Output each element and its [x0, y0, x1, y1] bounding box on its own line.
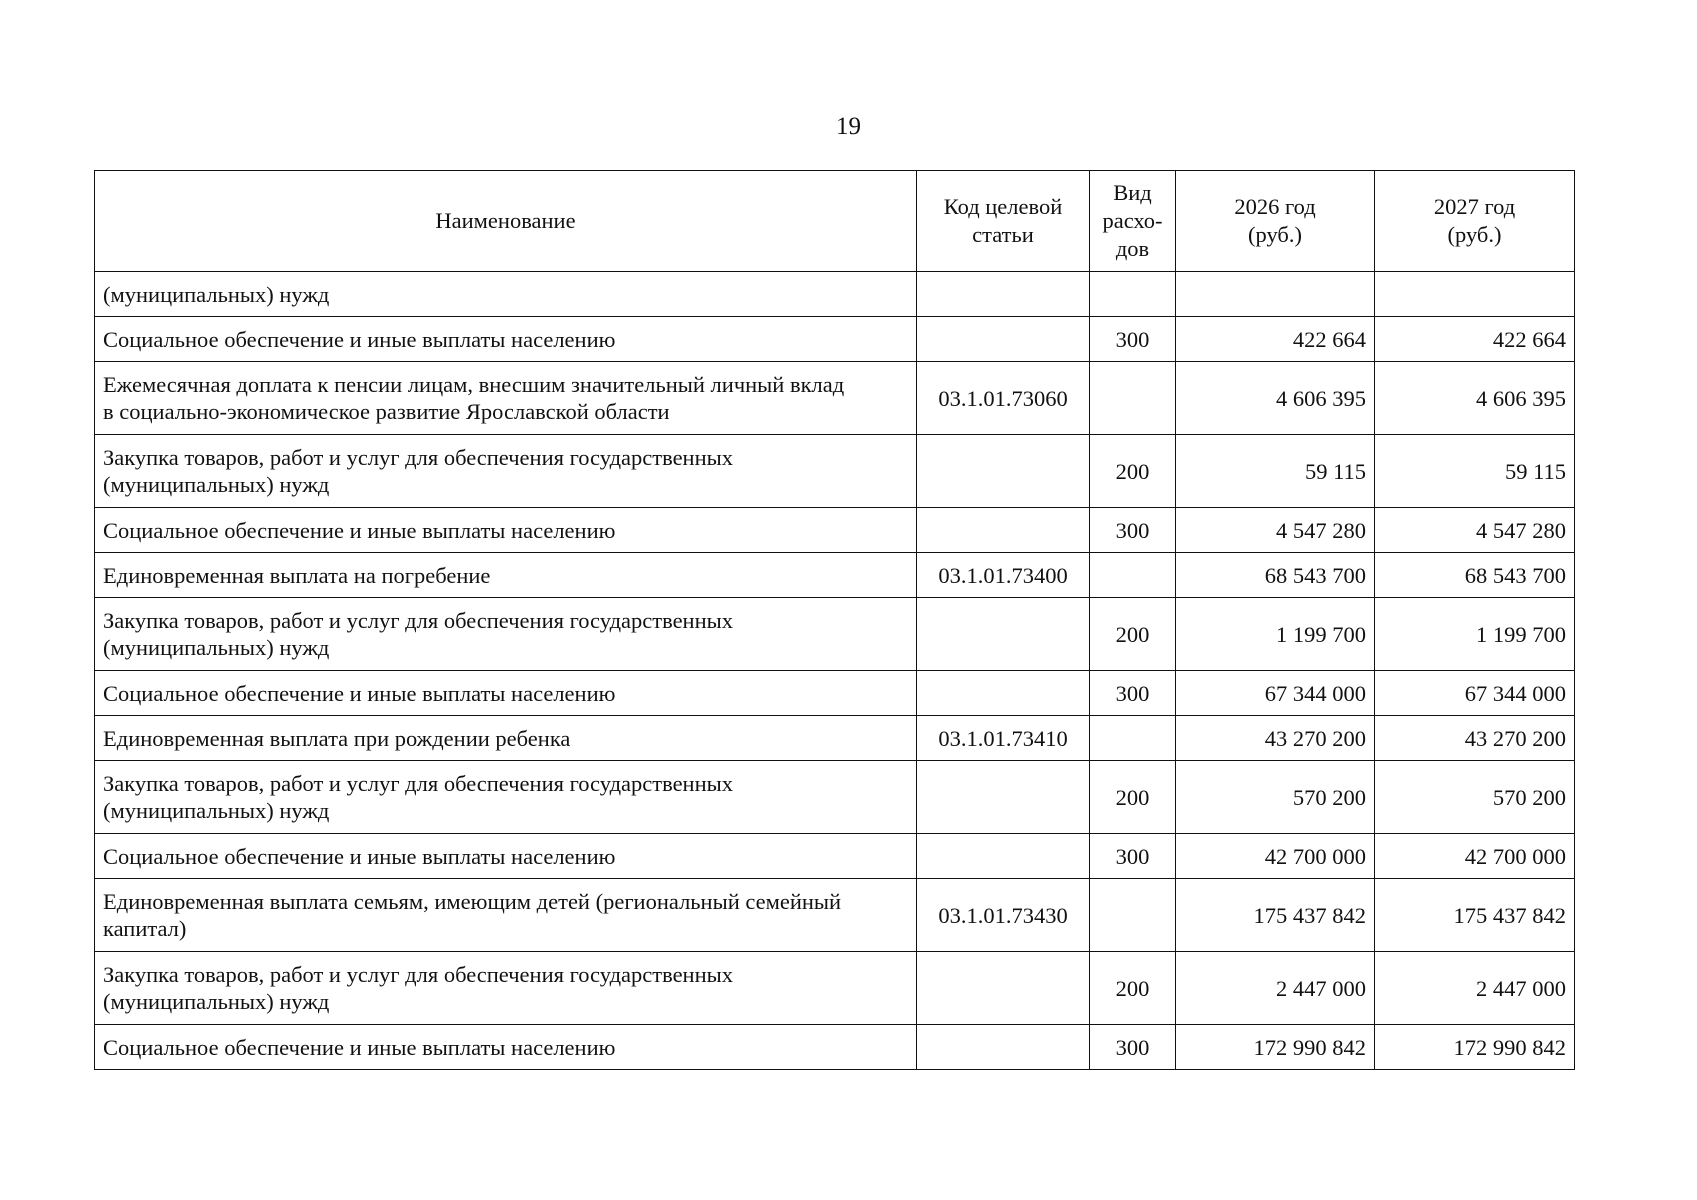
row-type-cell [1090, 1025, 1176, 1070]
row-2027-cell [1375, 508, 1575, 553]
row-name-line2: (муниципальных) нужд [103, 798, 330, 823]
row-2027-cell [1375, 598, 1575, 671]
row-name-line2: (муниципальных) нужд [103, 989, 330, 1014]
header-code [917, 171, 1090, 272]
row-2027-cell [1375, 671, 1575, 716]
row-2026-cell [1176, 272, 1375, 317]
header-row [95, 171, 1575, 272]
row-amount-2026: 175 437 842 [1253, 902, 1366, 928]
row-type-cell [1090, 952, 1176, 1025]
row-amount-2026: 422 664 [1292, 326, 1366, 352]
row-code-cell [917, 598, 1090, 671]
row-2026-cell [1176, 761, 1375, 834]
row-amount-2027: 43 270 200 [1464, 725, 1566, 751]
row-name-line1: Закупка товаров, работ и услуг для обеспечения государственных [103, 445, 734, 470]
row-expense-type: 200 [1115, 784, 1150, 810]
row-2026-cell [1176, 435, 1375, 508]
row-name-line1: Единовременная выплата при рождении ребенка [103, 725, 571, 751]
row-expense-type: 300 [1115, 1034, 1150, 1060]
row-2026-cell [1176, 671, 1375, 716]
row-amount-2026: 4 547 280 [1276, 517, 1366, 543]
row-2026-cell [1176, 553, 1375, 598]
row-amount-2026: 59 115 [1304, 458, 1366, 484]
row-2027-cell [1375, 362, 1575, 435]
row-name-line1: Закупка товаров, работ и услуг для обеспечения государственных [103, 771, 734, 796]
header-name [95, 171, 917, 272]
row-name-cell [95, 879, 917, 952]
row-2026-cell [1176, 716, 1375, 761]
row-expense-type: 300 [1115, 326, 1150, 352]
row-name-line2: капитал) [103, 916, 187, 941]
row-amount-2027: 4 547 280 [1476, 517, 1566, 543]
row-code-cell [917, 671, 1090, 716]
header-type-line2: расхо- [1102, 208, 1163, 233]
table-row [95, 879, 1575, 952]
row-amount-2027: 172 990 842 [1453, 1034, 1566, 1060]
row-name-line1: Социальное обеспечение и иные выплаты населению [103, 517, 616, 543]
row-name-line1: Ежемесячная доплата к пенсии лицам, внесшим значительный личный вклад [103, 372, 845, 397]
row-amount-2027: 67 344 000 [1464, 680, 1566, 706]
row-name-line1: Единовременная выплата семьям, имеющим детей (региональный семейный [103, 889, 842, 914]
table-header [95, 171, 1575, 272]
row-2027-cell [1375, 435, 1575, 508]
row-name-line1: Социальное обеспечение и иные выплаты населению [103, 680, 616, 706]
row-amount-2027: 68 543 700 [1464, 562, 1566, 588]
table-body [95, 272, 1575, 1070]
table-row [95, 435, 1575, 508]
row-name-cell [95, 716, 917, 761]
row-2027-cell [1375, 952, 1575, 1025]
row-name-cell [95, 952, 917, 1025]
row-amount-2027: 2 447 000 [1476, 975, 1566, 1001]
row-target-code: 03.1.01.73400 [938, 562, 1068, 588]
table-row [95, 834, 1575, 879]
row-type-cell [1090, 272, 1176, 317]
row-name-cell [95, 317, 917, 362]
row-2027-cell [1375, 553, 1575, 598]
row-amount-2027: 570 200 [1492, 784, 1566, 810]
row-code-cell [917, 508, 1090, 553]
row-name-line2: в социально-экономическое развитие Ярославской области [103, 399, 670, 424]
table-row [95, 508, 1575, 553]
table-row [95, 671, 1575, 716]
row-code-cell [917, 362, 1090, 435]
row-name-line1: (муниципальных) нужд [103, 281, 330, 307]
row-amount-2027: 175 437 842 [1453, 902, 1566, 928]
table-row [95, 952, 1575, 1025]
table-row [95, 598, 1575, 671]
table-row [95, 362, 1575, 435]
row-type-cell [1090, 317, 1176, 362]
row-target-code: 03.1.01.73060 [938, 385, 1068, 411]
row-amount-2027: 4 606 395 [1476, 385, 1566, 411]
budget-table [94, 170, 1575, 1070]
row-name-line2: (муниципальных) нужд [103, 472, 330, 497]
header-2026 [1176, 171, 1375, 272]
header-2026-line1: 2026 год [1234, 194, 1316, 219]
header-code-line1: Код целевой [943, 194, 1063, 219]
row-amount-2026: 1 199 700 [1276, 621, 1366, 647]
row-name-line1: Закупка товаров, работ и услуг для обеспечения государственных [103, 962, 734, 987]
header-2027-line1: 2027 год [1433, 194, 1516, 219]
row-2027-cell [1375, 317, 1575, 362]
row-type-cell [1090, 671, 1176, 716]
row-name-cell [95, 553, 917, 598]
row-amount-2027: 422 664 [1492, 326, 1566, 352]
row-code-cell [917, 272, 1090, 317]
row-code-cell [917, 1025, 1090, 1070]
table-row [95, 317, 1575, 362]
row-code-cell [917, 834, 1090, 879]
row-name-cell [95, 272, 917, 317]
header-2026-line2: (руб.) [1248, 222, 1302, 247]
row-2026-cell [1176, 508, 1375, 553]
row-name-cell [95, 435, 917, 508]
row-name-line1: Социальное обеспечение и иные выплаты населению [103, 843, 616, 869]
row-amount-2026: 4 606 395 [1276, 385, 1366, 411]
row-code-cell [917, 761, 1090, 834]
row-expense-type: 200 [1115, 975, 1150, 1001]
header-name-text: Наименование [435, 208, 576, 233]
row-2027-cell [1375, 879, 1575, 952]
row-amount-2027: 1 199 700 [1476, 621, 1566, 647]
row-2026-cell [1176, 317, 1375, 362]
row-code-cell [917, 435, 1090, 508]
row-type-cell [1090, 879, 1176, 952]
row-amount-2026: 2 447 000 [1276, 975, 1366, 1001]
row-type-cell [1090, 834, 1176, 879]
header-type-line1: Вид [1113, 180, 1152, 205]
row-type-cell [1090, 716, 1176, 761]
row-expense-type: 200 [1115, 621, 1150, 647]
row-name-line1: Социальное обеспечение и иные выплаты населению [103, 1034, 616, 1060]
row-type-cell [1090, 362, 1176, 435]
row-amount-2026: 67 344 000 [1264, 680, 1366, 706]
row-type-cell [1090, 553, 1176, 598]
row-name-line1: Закупка товаров, работ и услуг для обеспечения государственных [103, 608, 734, 633]
row-name-cell [95, 1025, 917, 1070]
row-type-cell [1090, 435, 1176, 508]
row-name-cell [95, 362, 917, 435]
row-amount-2026: 570 200 [1292, 784, 1366, 810]
row-name-cell [95, 834, 917, 879]
row-expense-type: 300 [1115, 680, 1150, 706]
row-2027-cell [1375, 716, 1575, 761]
row-code-cell [917, 952, 1090, 1025]
row-2027-cell [1375, 834, 1575, 879]
row-name-line2: (муниципальных) нужд [103, 635, 330, 660]
row-amount-2026: 43 270 200 [1264, 725, 1366, 751]
table-row [95, 761, 1575, 834]
row-2027-cell [1375, 272, 1575, 317]
row-expense-type: 300 [1115, 517, 1150, 543]
header-type-line3: дов [1115, 236, 1150, 261]
row-type-cell [1090, 761, 1176, 834]
table-row [95, 1025, 1575, 1070]
row-code-cell [917, 716, 1090, 761]
row-amount-2027: 59 115 [1504, 458, 1566, 484]
row-name-line1: Единовременная выплата на погребение [103, 562, 491, 588]
row-code-cell [917, 553, 1090, 598]
row-2026-cell [1176, 598, 1375, 671]
row-2027-cell [1375, 1025, 1575, 1070]
row-2026-cell [1176, 952, 1375, 1025]
row-name-cell [95, 598, 917, 671]
row-target-code: 03.1.01.73430 [938, 902, 1068, 928]
row-name-cell [95, 671, 917, 716]
table-row [95, 272, 1575, 317]
row-2026-cell [1176, 1025, 1375, 1070]
row-name-cell [95, 508, 917, 553]
row-2026-cell [1176, 834, 1375, 879]
header-2027 [1375, 171, 1575, 272]
row-expense-type: 300 [1115, 843, 1150, 869]
header-type [1090, 171, 1176, 272]
table-row [95, 553, 1575, 598]
row-type-cell [1090, 598, 1176, 671]
row-code-cell [917, 317, 1090, 362]
row-name-line1: Социальное обеспечение и иные выплаты населению [103, 326, 616, 352]
row-amount-2026: 42 700 000 [1264, 843, 1366, 869]
header-code-line2: статьи [972, 222, 1034, 247]
row-name-cell [95, 761, 917, 834]
row-amount-2026: 172 990 842 [1253, 1034, 1366, 1060]
row-amount-2027: 42 700 000 [1464, 843, 1566, 869]
row-amount-2026: 68 543 700 [1264, 562, 1366, 588]
page-number: 19 [836, 113, 861, 140]
row-2026-cell [1176, 879, 1375, 952]
header-2027-line2: (руб.) [1447, 222, 1502, 247]
table-row [95, 716, 1575, 761]
row-2026-cell [1176, 362, 1375, 435]
row-2027-cell [1375, 761, 1575, 834]
row-expense-type: 200 [1115, 458, 1150, 484]
row-type-cell [1090, 508, 1176, 553]
row-target-code: 03.1.01.73410 [938, 725, 1068, 751]
row-code-cell [917, 879, 1090, 952]
